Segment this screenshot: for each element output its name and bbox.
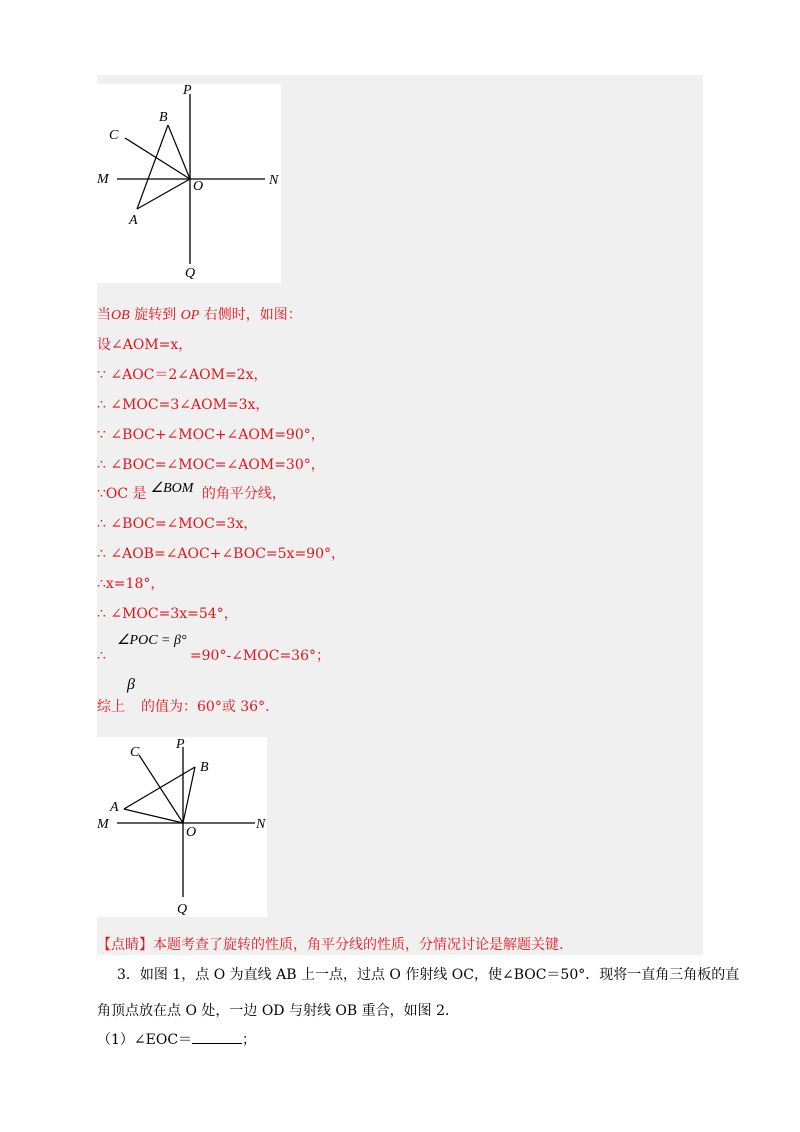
solution-line-11: ∴ ∠MOC=3x=54°，	[97, 606, 238, 622]
label-M: M	[97, 172, 109, 187]
poc-beta-expression: ∠POC = β°	[117, 633, 187, 648]
beta-symbol: β	[127, 676, 135, 693]
solution-line-7	[97, 483, 286, 503]
answer-blank[interactable]	[192, 1031, 242, 1044]
question-end: ；	[242, 1032, 257, 1048]
text: ∵OC 是	[97, 486, 147, 502]
label-C: C	[109, 128, 119, 143]
figure-1-diagram	[97, 84, 281, 283]
solution-line-12	[97, 645, 330, 665]
math: OB	[111, 308, 130, 323]
question-text: （1）∠EOC＝	[97, 1032, 193, 1048]
label-M: M	[97, 817, 109, 832]
label-P: P	[176, 737, 185, 752]
text: 右侧时，如图：	[199, 307, 302, 323]
label-P: P	[183, 84, 192, 98]
label-Q: Q	[177, 902, 188, 917]
text: 当	[97, 307, 111, 323]
label-O: O	[193, 179, 204, 194]
solution-line-9: ∴ ∠AOB=∠AOC+∠BOC=5x=90°，	[97, 546, 346, 562]
therefore: ∴	[97, 648, 106, 664]
solution-line-5: ∵ ∠BOC+∠MOC+∠AOM=90°，	[97, 427, 325, 443]
label-A: A	[110, 800, 119, 815]
label-B: B	[200, 760, 209, 775]
figure-2-diagram	[97, 737, 267, 917]
solution-line-6: ∴ ∠BOC=∠MOC=∠AOM=30°，	[97, 457, 325, 473]
figure-2	[97, 737, 267, 917]
solution-line-1	[97, 304, 302, 324]
problem-3-line-1: 3．如图 1，点 O 为直线 AB 上一点，过点 O 作射线 OC，使∠BOC＝50°．现将一直角三角板的直	[117, 967, 740, 983]
label-N: N	[256, 817, 266, 832]
label-C: C	[130, 745, 140, 760]
math-bom: ∠BOM	[150, 481, 194, 496]
text: 旋转到	[129, 307, 181, 323]
problem-3-question-1	[97, 1029, 256, 1049]
solution-line-4: ∴ ∠MOC=3∠AOM=3x，	[97, 397, 270, 413]
figure-1	[97, 84, 281, 283]
label-O: O	[186, 825, 197, 840]
text: =90°-∠MOC=36°；	[189, 648, 330, 664]
text: 的角平分线，	[197, 486, 286, 502]
solution-line-10: ∴x=18°，	[97, 576, 165, 592]
label-B: B	[159, 110, 168, 125]
label-Q: Q	[185, 266, 196, 281]
label-A: A	[129, 213, 138, 228]
solution-line-8: ∴ ∠BOC=∠MOC=3x，	[97, 516, 258, 532]
solution-line-13	[97, 696, 270, 716]
label-N: N	[269, 173, 279, 188]
problem-3-line-2: 角顶点放在点 O 处，一边 OD 与射线 OB 重合，如图 2．	[97, 1003, 460, 1019]
math: OP	[180, 308, 200, 323]
text: 的值为：60°或 36°.	[141, 699, 270, 715]
comment-line: 【点睛】本题考查了旋转的性质，角平分线的性质，分情况讨论是解题关键.	[97, 937, 564, 953]
solution-line-2: 设∠AOM=x，	[97, 337, 193, 353]
text: 综上	[97, 699, 125, 715]
solution-line-3: ∵ ∠AOC＝2∠AOM=2x，	[97, 367, 268, 383]
